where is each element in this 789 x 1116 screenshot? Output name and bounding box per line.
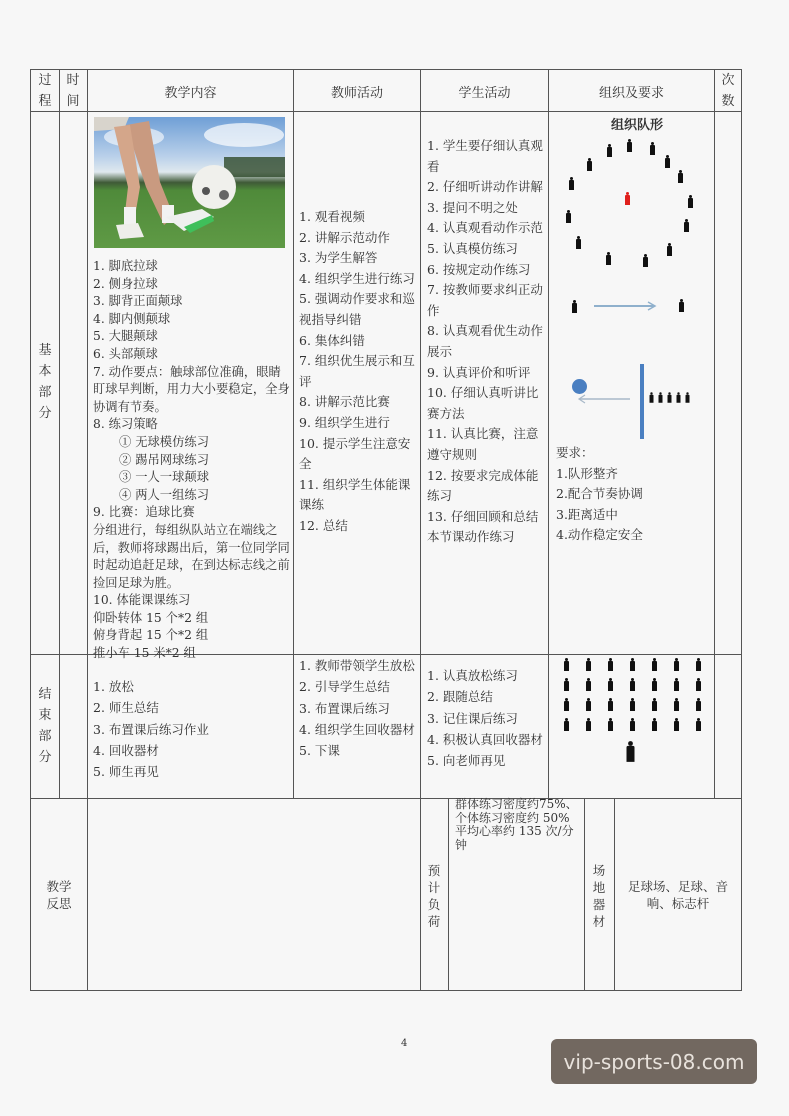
basic-teacher-list [299, 207, 417, 537]
header-process: 过 程 [38, 73, 52, 109]
student-figure-icon [696, 658, 701, 671]
header-student: 学生活动 [458, 86, 511, 101]
grid-line [548, 69, 549, 798]
student-figure-icon [665, 155, 670, 168]
load-label: 预 计 负 荷 [427, 863, 441, 929]
content-item: 7. 动作要点：触球部位准确，眼睛盯球早判断，用力大小要稳定，全身协调有节奏。 [93, 364, 290, 414]
teacher-item: 12. 总结 [299, 517, 348, 533]
student-figure-icon [566, 210, 571, 223]
formation-title: 组织队形 [610, 118, 663, 133]
student-figure-icon [586, 678, 591, 691]
student-figure-icon [688, 195, 693, 208]
content-item: 4. 脚内侧颠球 [93, 311, 171, 326]
ending-teacher-list [299, 655, 417, 761]
grid-line [584, 798, 585, 990]
student-figure-icon [572, 300, 577, 313]
student-item: 3. 记住课后练习 [427, 710, 518, 726]
student-figure-icon [674, 718, 679, 731]
ending-student-list [427, 665, 545, 771]
teacher-figure-icon [627, 741, 635, 762]
header-org: 组织及要求 [598, 86, 664, 101]
ball-icon [572, 379, 587, 394]
student-figure-icon [674, 678, 679, 691]
content-subitem: ② 踢吊网球练习 [119, 452, 209, 467]
student-item: 6. 按规定动作练习 [427, 261, 531, 277]
teacher-item: 3. 布置课后练习 [299, 700, 390, 716]
teacher-item: 11. 组织学生体能课课练 [299, 476, 411, 513]
student-item: 13. 仔细回顾和总结本节课动作练习 [427, 508, 539, 545]
grid-line [30, 69, 742, 70]
student-figure-icon [667, 243, 672, 256]
grid-line [30, 990, 742, 991]
load-density: 群体练习密度约75%、个体练习密度约 50% [455, 797, 578, 825]
requirements-list [556, 443, 711, 546]
student-figure-icon [652, 698, 657, 711]
student-item: 1. 学生要仔细认真观看 [427, 138, 543, 174]
content-subitem: ④ 两人一组练习 [119, 487, 209, 502]
arrow-right-icon [592, 300, 660, 312]
requirement-item: 1.队形整齐 [556, 465, 618, 481]
content-item: 分组进行，每组纵队站立在端线之后，教师将球踢出后，第一位同学同时起动追赶足球，在到达标志线之前捡回足球为胜。 [93, 522, 290, 590]
teacher-item: 5. 强调动作要求和巡视指导纠错 [299, 291, 415, 327]
header-time: 时 间 [66, 73, 80, 109]
student-item: 2. 仔细听讲动作讲解 [427, 179, 543, 195]
requirement-item: 3.距离适中 [556, 506, 618, 522]
reflection-label: 教学 反思 [46, 879, 72, 911]
student-figure-icon [674, 698, 679, 711]
section-label-basic: 基 本 部 分 [38, 343, 52, 421]
teacher-item: 4. 组织学生回收器材 [299, 721, 415, 737]
student-item: 2. 跟随总结 [427, 689, 493, 705]
grid-line [448, 798, 449, 990]
content-item: 5. 师生再见 [93, 764, 159, 780]
student-figure-icon [586, 698, 591, 711]
student-figure-icon [686, 392, 690, 402]
student-figure-icon [679, 299, 684, 312]
content-item: 9. 比赛：追球比赛 [93, 505, 195, 520]
student-item: 12. 按要求完成体能练习 [427, 467, 539, 504]
basic-content-list [93, 258, 291, 663]
student-item: 4. 认真观看动作示范 [427, 220, 543, 236]
grid-line [87, 69, 88, 991]
watermark-badge: vip-sports-08.com [551, 1039, 757, 1084]
student-item: 5. 认真模仿练习 [427, 240, 518, 256]
student-figure-icon [650, 392, 654, 402]
student-figure-icon [652, 678, 657, 691]
teacher-figure-icon [625, 192, 630, 205]
content-item: 1. 脚底拉球 [93, 259, 158, 273]
requirement-item: 4.动作稳定安全 [556, 527, 643, 543]
teacher-item: 5. 下课 [299, 743, 340, 759]
student-figure-icon [564, 718, 569, 731]
teacher-item: 2. 讲解示范动作 [299, 229, 390, 245]
ending-content-list [93, 676, 291, 782]
student-item: 9. 认真评价和听评 [427, 364, 531, 380]
basic-student-list [427, 136, 545, 548]
content-item: 5. 大腿颠球 [93, 329, 158, 344]
student-figure-icon [586, 658, 591, 671]
student-figure-icon [652, 718, 657, 731]
student-figure-icon [564, 698, 569, 711]
header-content: 教学内容 [164, 86, 217, 101]
student-figure-icon [627, 139, 632, 152]
teacher-item: 1. 观看视频 [299, 209, 365, 224]
teacher-item: 9. 组织学生进行 [299, 414, 390, 430]
student-figure-icon [607, 144, 612, 157]
student-item: 1. 认真放松练习 [427, 668, 518, 683]
student-figure-icon [678, 170, 683, 183]
teacher-item: 4. 组织学生进行练习 [299, 270, 415, 286]
student-figure-icon [696, 698, 701, 711]
grid-line [30, 798, 742, 799]
student-figure-icon [630, 718, 635, 731]
student-item: 7. 按教师要求纠正动作 [427, 282, 543, 318]
page-number: 4 [401, 1038, 408, 1049]
content-item: 6. 头部颠球 [93, 346, 158, 361]
content-item: 2. 侧身拉球 [93, 276, 158, 291]
student-figure-icon [564, 678, 569, 691]
requirement-item: 2.配合节奏协调 [556, 486, 643, 502]
student-figure-icon [587, 158, 592, 171]
teacher-item: 1. 教师带领学生放松 [299, 658, 415, 673]
student-figure-icon [696, 718, 701, 731]
teacher-item: 3. 为学生解答 [299, 250, 378, 266]
student-figure-icon [576, 236, 581, 249]
student-figure-icon [674, 658, 679, 671]
student-figure-icon [630, 658, 635, 671]
content-item: 2. 师生总结 [93, 700, 159, 716]
content-item: 4. 回收器材 [93, 742, 159, 758]
student-item: 11. 认真比赛，注意遵守规则 [427, 426, 539, 462]
venue-label: 场 地 器 材 [592, 863, 606, 929]
grid-line [30, 69, 31, 991]
content-item: 推小车 15 米*2 组 [93, 646, 196, 661]
student-item: 3. 提问不明之处 [427, 199, 518, 215]
grid-line [293, 69, 294, 798]
arrow-left-icon [576, 394, 632, 404]
student-figure-icon [608, 658, 613, 671]
student-figure-icon [684, 219, 689, 232]
student-item: 4. 积极认真回收器材 [427, 731, 543, 747]
student-figure-icon [630, 678, 635, 691]
student-figure-icon [668, 392, 672, 402]
grid-line [614, 798, 615, 990]
load-text [455, 798, 579, 852]
student-figure-icon [696, 678, 701, 691]
student-figure-icon [630, 698, 635, 711]
venue-text: 足球场、足球、音响、标志杆 [627, 879, 728, 911]
student-item: 8. 认真观看优生动作展示 [427, 323, 543, 359]
grid-line [714, 69, 715, 798]
content-subitem: ③ 一人一球颠球 [119, 470, 209, 485]
content-item: 3. 布置课后练习作业 [93, 721, 209, 737]
student-item: 5. 向老师再见 [427, 753, 506, 769]
content-item: 仰卧转体 15 个*2 组 [93, 610, 209, 625]
teacher-item: 8. 讲解示范比赛 [299, 394, 390, 410]
student-item: 10. 仔细认真听讲比赛方法 [427, 385, 539, 421]
student-figure-icon [677, 392, 681, 402]
marker-line-icon [640, 364, 644, 439]
student-figure-icon [586, 718, 591, 731]
photo-illustration-icon [94, 117, 285, 248]
student-figure-icon [608, 698, 613, 711]
requirements-title: 要求： [556, 445, 594, 460]
content-item: 俯身背起 15 个*2 组 [93, 628, 209, 643]
student-figure-icon [608, 718, 613, 731]
student-figure-icon [564, 658, 569, 671]
grid-line [30, 111, 742, 112]
content-item: 3. 脚背正面颠球 [93, 294, 183, 309]
header-count: 次 数 [721, 73, 735, 109]
teacher-item: 2. 引导学生总结 [299, 679, 390, 695]
content-item: 10. 体能课课练习 [93, 593, 191, 608]
content-item: 1. 放松 [93, 679, 134, 694]
soccer-juggling-photo [94, 117, 285, 248]
student-figure-icon [608, 678, 613, 691]
teacher-item: 7. 组织优生展示和互评 [299, 353, 415, 389]
student-figure-icon [650, 142, 655, 155]
teacher-item: 6. 集体纠错 [299, 332, 365, 348]
student-figure-icon [652, 658, 657, 671]
grid-line [420, 69, 421, 991]
teacher-item: 10. 提示学生注意安全 [299, 435, 411, 472]
grid-line [741, 69, 742, 991]
content-subitem: ① 无球模仿练习 [119, 434, 209, 449]
student-figure-icon [606, 252, 611, 265]
student-figure-icon [569, 177, 574, 190]
student-figure-icon [659, 392, 663, 402]
load-heartrate: 平均心率约 135 次/分钟 [455, 824, 574, 852]
student-figure-icon [643, 254, 648, 267]
header-teacher: 教师活动 [330, 86, 383, 101]
section-label-ending: 结 束 部 分 [38, 687, 52, 765]
content-item: 8. 练习策略 [93, 417, 158, 432]
grid-line [59, 69, 60, 798]
